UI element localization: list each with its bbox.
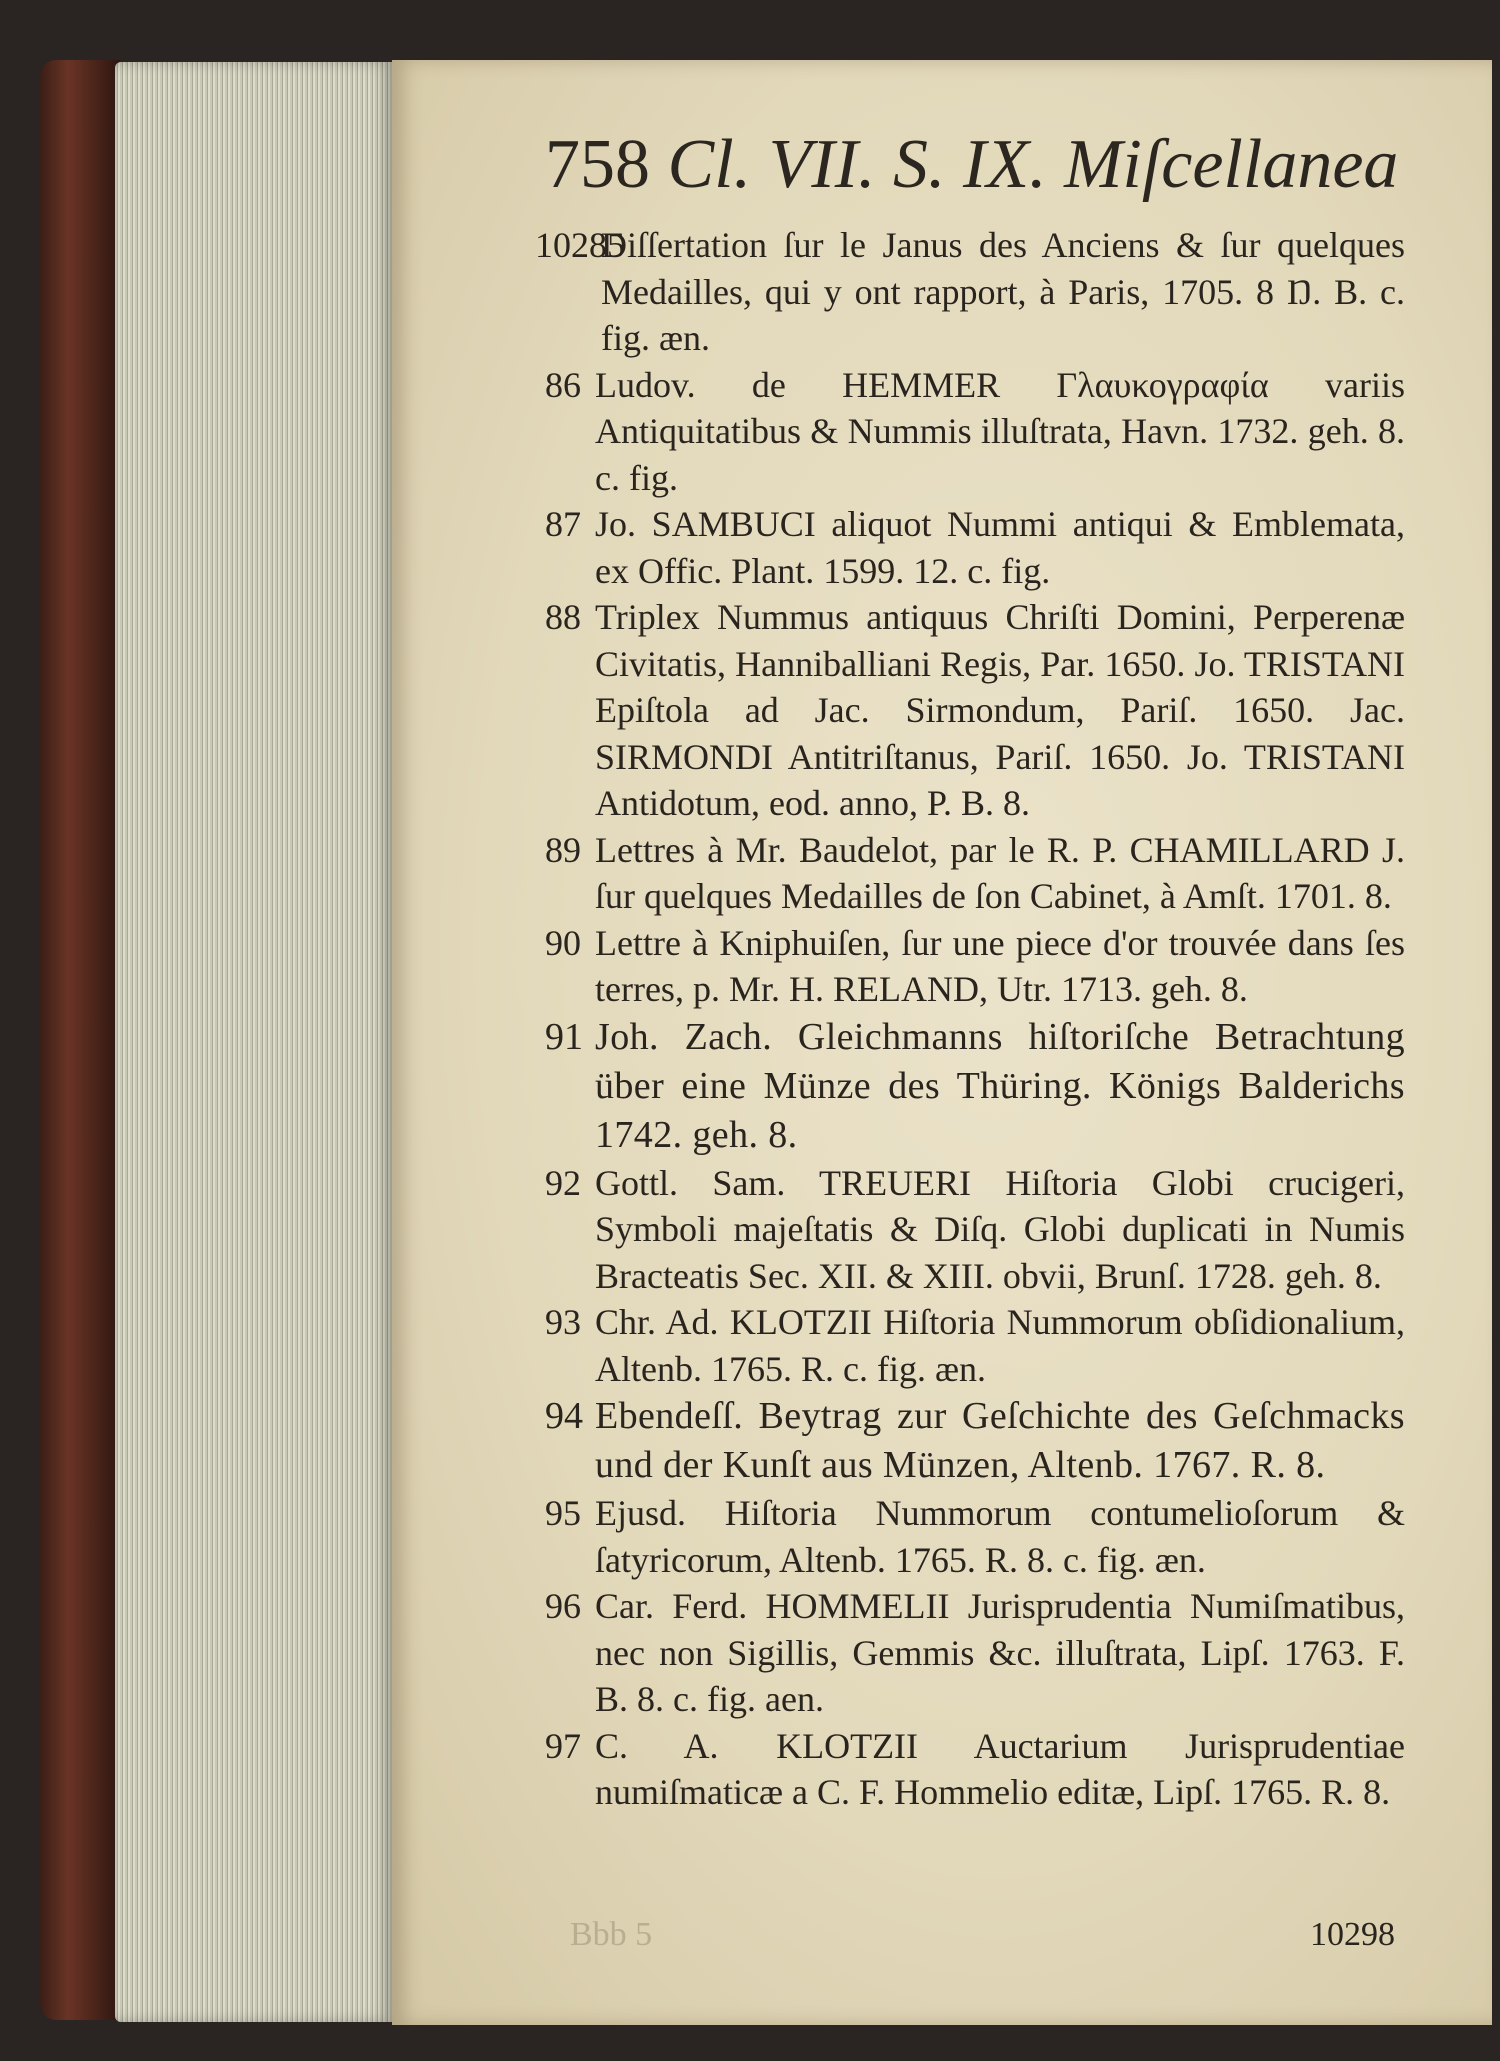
book-binding [40,60,120,2020]
catalog-entry [545,920,1405,1013]
entry-text: Ejusd. Hiſtoria Nummorum contumelioſorum & ſatyricorum, Altenb. 1765. R. 8. c. fig. æn. [595,1493,1405,1580]
catalog-entry [545,594,1405,827]
entry-text: Gottl. Sam. TREUERI Hiſtoria Globi crucigeri, Symboli majeſtatis & Diſq. Globi duplicati in Numis Bracteatis Sec. XII. & XIII. obvii, Brunſ. 1728. geh. 8. [595,1162,1405,1296]
entry-number: 90 [545,922,581,963]
entry-text: Triplex Nummus antiquus Chriſti Domini, Perperenæ Civitatis, Hanniballiani Regis, Par. 1650. Jo. TRISTANI Epiſtola ad Jac. Sirmondum, Pariſ. 1650. Jac. SIRMONDI Antitriſtanus, Pariſ. 1650. Jo. TRISTANI Antidotum, eod. anno, P. B. 8. [595,597,1405,823]
page-number: 758 [545,126,650,203]
catalog-entry [545,1392,1405,1490]
catchword: 10298 [1310,1916,1395,1953]
entry-number: 94 [545,1395,583,1437]
catalog-entry [545,1013,1405,1160]
entry-text: Ebendeſſ. Beytrag zur Geſchichte des Geſchmacks und der Kunſt aus Münzen, Altenb. 1767. R. 8. [595,1395,1405,1486]
entry-number: 93 [545,1302,581,1342]
catalog-entry [545,1160,1405,1300]
entry-number: 86 [545,364,581,405]
entry-number: 88 [545,597,581,637]
catalog-entry [535,222,1405,362]
catalog-entry [545,1299,1405,1392]
entry-number: 97 [545,1725,581,1766]
entry-text: Joh. Zach. Gleichmanns hiſtoriſche Betrachtung über eine Münze des Thüring. Königs Balderichs 1742. geh. 8. [595,1015,1405,1156]
running-title: Cl. VII. S. IX. Miſcellanea [667,126,1399,203]
entry-text: Jo. SAMBUCI aliquot Nummi antiqui & Emblemata, ex Offic. Plant. 1599. 12. c. fig. [595,504,1405,591]
entry-text: Lettre à Kniphuiſen, ſur une piece d'or trouvée dans ſes terres, p. Mr. H. RELAND, Utr. 1713. geh. 8. [595,922,1405,1009]
entry-number: 87 [545,504,581,544]
running-header [545,120,1399,210]
catalog-entry [545,362,1405,502]
catalog-entry [545,827,1405,920]
catalog-entries [535,222,1405,1816]
catalog-entry [545,501,1405,594]
signature-mark: Bbb 5 [570,1916,653,1953]
entry-text: C. A. KLOTZII Auctarium Jurisprudentiae numiſmaticæ a C. F. Hommelio editæ, Lipſ. 1765. R. 8. [595,1725,1405,1812]
entry-number: 96 [545,1586,581,1626]
entry-number: 89 [545,829,581,870]
entry-number: 95 [545,1493,581,1533]
entry-number: 10285 [535,225,625,265]
entry-text: Car. Ferd. HOMMELII Jurisprudentia Numiſmatibus, nec non Sigillis, Gemmis &c. illuſtrata, Lipſ. 1763. F. B. 8. c. fig. aen. [595,1586,1405,1719]
catalog-entry [545,1490,1405,1583]
catalog-entry [545,1723,1405,1816]
entry-text: Diſſertation ſur le Janus des Anciens & ſur quelques Medailles, qui y ont rapport, à Paris, 1705. 8 Ŋ. B. c. fig. æn. [601,225,1405,358]
catalog-entry [545,1583,1405,1723]
entry-text: Chr. Ad. KLOTZII Hiſtoria Nummorum obſidionalium, Altenb. 1765. R. c. fig. æn. [595,1302,1405,1389]
entry-text: Ludov. de HEMMER Γλαυκογραφία variis Antiquitatibus & Nummis illuſtrata, Havn. 1732. geh. 8. c. fig. [595,364,1405,498]
entry-number: 91 [545,1015,583,1058]
entry-number: 92 [545,1162,581,1203]
page-edges [115,62,393,2022]
entry-text: Lettres à Mr. Baudelot, par le R. P. CHAMILLARD J. ſur quelques Medailles de ſon Cabinet, à Amſt. 1701. 8. [595,829,1405,916]
